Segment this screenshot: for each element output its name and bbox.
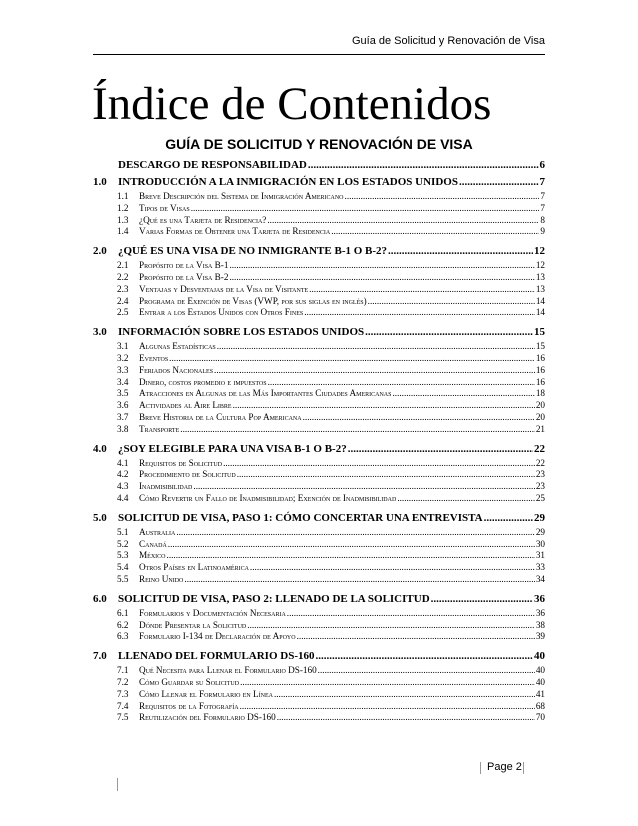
toc-entry-number: 7.3	[117, 688, 129, 699]
toc-subsection-entry[interactable]	[93, 458, 545, 470]
toc-entry-title: Transporte	[139, 423, 180, 434]
toc-entry-title: Dónde Presentar la Solicitud	[139, 619, 247, 630]
toc-entry-number: 5.3	[117, 550, 129, 561]
toc-subsection-entry[interactable]	[93, 608, 545, 620]
toc-subsection-entry[interactable]	[93, 191, 545, 203]
toc-entry-title: México	[139, 550, 166, 561]
toc-section-entry[interactable]	[93, 441, 545, 458]
toc-dot-leader	[297, 631, 535, 643]
toc-entry-number: 3.0	[93, 326, 107, 339]
toc-entry-number: 3.2	[117, 352, 129, 363]
header-rule	[93, 54, 545, 55]
toc-entry-title: Procedimiento de Solicitud	[139, 469, 236, 480]
toc-entry-number: 4.2	[117, 469, 129, 480]
toc-subsection-entry[interactable]	[93, 469, 545, 481]
toc-subsection-entry[interactable]	[93, 689, 545, 701]
toc-dot-leader	[247, 620, 535, 632]
toc-subsection-entry[interactable]	[93, 341, 545, 353]
toc-entry-page: 9	[540, 226, 545, 237]
toc-section-entry[interactable]	[93, 157, 545, 174]
toc-entry-title: Eventos	[139, 352, 169, 363]
document-subtitle: GUÍA DE SOLICITUD Y RENOVACIÓN DE VISA	[165, 136, 473, 152]
toc-entry-number: 5.2	[117, 538, 129, 549]
toc-entry-page: 25	[535, 492, 545, 503]
toc-entry-page: 12	[534, 245, 545, 258]
page-number: Page 2	[487, 761, 522, 773]
toc-dot-leader	[191, 203, 540, 215]
toc-section-entry[interactable]	[93, 174, 545, 191]
toc-entry-number: 3.5	[117, 388, 129, 399]
toc-entry-page: 15	[534, 326, 545, 339]
toc-entry-number: 7.4	[117, 700, 129, 711]
toc-entry-title: Tipos de Visas	[139, 202, 190, 213]
toc-dot-leader	[267, 215, 539, 227]
toc-dot-leader	[345, 191, 540, 203]
toc-entry-number: 3.4	[117, 376, 129, 387]
toc-subsection-entry[interactable]	[93, 272, 545, 284]
toc-entry-title: Entrar a los Estados Unidos con Otros Fines	[139, 307, 304, 318]
toc-entry-number: 1.1	[117, 191, 129, 201]
toc-entry-number: 3.7	[117, 411, 129, 422]
toc-dot-leader	[274, 689, 535, 701]
toc-subsection-entry[interactable]	[93, 377, 545, 389]
toc-entry-page: 22	[534, 442, 545, 455]
toc-entry-title: Propósito de la Visa B-2	[139, 271, 229, 282]
toc-entry-page: 68	[535, 700, 545, 711]
toc-entry-page: 40	[535, 665, 545, 676]
toc-dot-leader	[277, 712, 535, 724]
toc-subsection-entry[interactable]	[93, 284, 545, 296]
toc-dot-leader	[316, 648, 534, 665]
toc-subsection-entry[interactable]	[93, 562, 545, 574]
toc-subsection-entry[interactable]	[93, 701, 545, 713]
toc-entry-title: Formularios y Documentación Necesaria	[139, 607, 286, 618]
toc-entry-number: 2.4	[117, 295, 129, 306]
toc-entry-title: Cómo Revertir un Fallo de Inadmisibilidad; Exención de Inadmisibilidad	[139, 492, 397, 503]
toc-entry-page: 70	[535, 712, 545, 723]
toc-subsection-entry[interactable]	[93, 481, 545, 493]
toc-dot-leader	[388, 243, 533, 260]
toc-dot-leader	[287, 608, 535, 620]
toc-entry-title: ¿Qué es una Tarjeta de Residencia?	[139, 214, 267, 225]
toc-subsection-entry[interactable]	[93, 353, 545, 365]
toc-entry-title: Programa de Exención de Visas (VWP, por sus siglas en inglés)	[139, 295, 367, 306]
toc-subsection-entry[interactable]	[93, 631, 545, 643]
toc-subsection-entry[interactable]	[93, 226, 545, 238]
toc-dot-leader	[169, 353, 535, 365]
toc-entry-number: 1.0	[93, 176, 107, 188]
toc-dot-leader	[250, 562, 535, 574]
toc-entry-number: 3.3	[117, 364, 129, 375]
toc-subsection-entry[interactable]	[93, 365, 545, 377]
toc-entry-number: 7.2	[117, 676, 129, 687]
toc-entry-number: 4.1	[117, 457, 129, 468]
toc-entry-page: 40	[534, 650, 545, 663]
toc-entry-page: 41	[535, 688, 545, 699]
toc-entry-number: 4.3	[117, 481, 129, 492]
toc-subsection-entry[interactable]	[93, 527, 545, 539]
toc-entry-title: Cómo Llenar el Formulario en Línea	[139, 688, 273, 699]
toc-entry-number: 6.3	[117, 631, 129, 642]
toc-entry-title: Reino Unido	[139, 573, 184, 584]
toc-subsection-entry[interactable]	[93, 550, 545, 562]
toc-dot-leader	[240, 677, 535, 689]
toc-entry-title: Breve Descripción del Sistema de Inmigración Americano	[139, 191, 344, 201]
toc-dot-leader	[431, 591, 533, 608]
running-header: Guía de Solicitud y Renovación de Visa	[351, 35, 545, 47]
footer-divider-left	[480, 762, 481, 774]
toc-dot-leader	[184, 574, 534, 586]
page-title: Índice de Contenidos	[92, 78, 492, 130]
toc-subsection-entry[interactable]	[93, 296, 545, 308]
toc-entry-page: 38	[535, 619, 545, 630]
toc-subsection-entry[interactable]	[93, 677, 545, 689]
toc-entry-number: 7.0	[93, 650, 107, 663]
toc-dot-leader	[229, 260, 534, 272]
toc-entry-title: Ventajas y Desventajas de la Visa de Visitante	[139, 283, 309, 294]
toc-dot-leader	[331, 226, 539, 238]
toc-entry-page: 20	[535, 411, 545, 422]
toc-entry-number: 6.2	[117, 619, 129, 630]
toc-dot-leader	[217, 341, 535, 353]
toc-dot-leader	[392, 388, 534, 400]
toc-dot-leader	[368, 296, 535, 308]
toc-entry-title: Propósito de la Visa B-1	[139, 260, 229, 271]
toc-entry-title: Requisitos de Solicitud	[139, 457, 223, 468]
toc-subsection-entry[interactable]	[93, 424, 545, 436]
toc-entry-title: ¿QUÉ ES UNA VISA DE NO INMIGRANTE B-1 O B-2?	[118, 245, 388, 258]
toc-section-entry[interactable]	[93, 324, 545, 341]
toc-entry-page: 16	[535, 364, 545, 375]
toc-entry-title: INFORMACIÓN SOBRE LOS ESTADOS UNIDOS	[118, 326, 365, 339]
toc-dot-leader	[303, 412, 535, 424]
toc-entry-page: 13	[535, 271, 545, 282]
toc-entry-title: Algunas Estadísticas	[139, 341, 216, 352]
toc-entry-page: 13	[535, 283, 545, 294]
toc-entry-page: 36	[535, 607, 545, 618]
toc-dot-leader	[304, 307, 535, 319]
toc-entry-title: Breve Historia de la Cultura Pop Americana	[139, 411, 302, 422]
toc-dot-leader	[365, 324, 533, 341]
toc-entry-page: 23	[535, 481, 545, 492]
toc-subsection-entry[interactable]	[93, 203, 545, 215]
toc-entry-title: Formulario I-134 de Declaración de Apoyo	[139, 631, 296, 642]
toc-entry-number: 2.5	[117, 307, 129, 318]
toc-entry-title: Australia	[139, 526, 176, 537]
toc-section-entry[interactable]	[93, 243, 545, 260]
toc-entry-title: SOLICITUD DE VISA, PASO 2: LLENADO DE LA SOLICITUD	[118, 592, 430, 605]
toc-entry-page: 29	[534, 511, 545, 524]
toc-entry-page: 6	[539, 159, 545, 171]
toc-subsection-entry[interactable]	[93, 260, 545, 272]
toc-entry-number: 2.2	[117, 271, 129, 282]
toc-entry-number: 4.4	[117, 492, 129, 503]
toc-entry-page: 20	[535, 400, 545, 411]
toc-subsection-entry[interactable]	[93, 620, 545, 632]
toc-entry-title: Inadmisibilidad	[139, 481, 193, 492]
toc-entry-title: Cómo Guardar su Solicitud	[139, 676, 240, 687]
toc-entry-number: 1.4	[117, 226, 129, 237]
toc-entry-page: 23	[535, 469, 545, 480]
footer-divider-right	[523, 762, 524, 774]
toc-entry-title: Varias Formas de Obtener una Tarjeta de Residencia	[139, 226, 331, 237]
toc-subsection-entry[interactable]	[93, 712, 545, 724]
toc-entry-number: 1.3	[117, 214, 129, 225]
toc-entry-page: 14	[535, 295, 545, 306]
toc-entry-number: 7.5	[117, 712, 129, 723]
toc-entry-page: 34	[535, 573, 545, 584]
toc-entry-number: 2.1	[117, 260, 129, 271]
toc-entry-page: 33	[535, 562, 545, 573]
toc-dot-leader	[309, 284, 535, 296]
toc-entry-title: Reutilización del Formulario DS-160	[139, 712, 276, 723]
toc-entry-title: Atracciones en Algunas de las Más Importantes Ciudades Americanas	[139, 388, 392, 399]
toc-subsection-entry[interactable]	[93, 388, 545, 400]
toc-subsection-entry[interactable]	[93, 493, 545, 505]
toc-entry-number: 2.3	[117, 283, 129, 294]
toc-dot-leader	[459, 174, 539, 191]
toc-entry-title: Canadá	[139, 538, 167, 549]
toc-dot-leader	[167, 550, 535, 562]
toc-entry-number: 5.0	[93, 511, 107, 524]
toc-dot-leader	[348, 441, 533, 458]
toc-entry-page: 7	[540, 191, 545, 201]
toc-subsection-entry[interactable]	[93, 665, 545, 677]
toc-entry-page: 16	[535, 376, 545, 387]
footer-margin-mark	[117, 778, 118, 791]
toc-dot-leader	[168, 539, 535, 551]
toc-subsection-entry[interactable]	[93, 412, 545, 424]
toc-entry-number: 7.1	[117, 665, 129, 676]
toc-entry-title: Feriados Nacionales	[139, 364, 214, 375]
toc-dot-leader	[193, 481, 534, 493]
toc-dot-leader	[176, 527, 535, 539]
toc-entry-number: 6.0	[93, 592, 107, 605]
toc-entry-number: 1.2	[117, 202, 129, 213]
toc-dot-leader	[237, 469, 535, 481]
toc-entry-page: 7	[540, 202, 545, 213]
toc-entry-title: Requisitos de la Fotografía	[139, 700, 239, 711]
toc-entry-title: Qué Necesita para Llenar el Formulario DS-160	[139, 665, 317, 676]
toc-dot-leader	[214, 365, 535, 377]
toc-dot-leader	[397, 493, 535, 505]
toc-entry-page: 29	[535, 526, 545, 537]
toc-section-entry[interactable]	[93, 510, 545, 527]
toc-entry-title: DESCARGO DE RESPONSABILIDAD	[118, 159, 307, 171]
toc-entry-page: 14	[535, 307, 545, 318]
toc-entry-number: 3.1	[117, 341, 129, 352]
toc-entry-page: 39	[535, 631, 545, 642]
toc-entry-number: 3.6	[117, 400, 129, 411]
toc-entry-number: 4.0	[93, 442, 107, 455]
toc-dot-leader	[308, 157, 539, 174]
toc-entry-page: 31	[535, 550, 545, 561]
toc-entry-title: INTRODUCCIÓN A LA INMIGRACIÓN EN LOS ESTADOS UNIDOS	[118, 176, 458, 188]
toc-entry-title: ¿SOY ELEGIBLE PARA UNA VISA B-1 O B-2?	[118, 442, 347, 455]
toc-entry-number: 5.1	[117, 526, 129, 537]
toc-entry-page: 36	[534, 592, 545, 605]
toc-dot-leader	[223, 458, 535, 470]
toc-entry-title: Otros Países en Latinoamérica	[139, 562, 249, 573]
toc-dot-leader	[180, 424, 535, 436]
toc-entry-page: 22	[535, 457, 545, 468]
toc-section-entry[interactable]	[93, 648, 545, 665]
toc-dot-leader	[318, 665, 535, 677]
toc-entry-title: Actividades al Aire Libre	[139, 400, 232, 411]
toc-entry-number: 3.8	[117, 423, 129, 434]
toc-entry-page: 12	[535, 260, 545, 271]
toc-entry-page: 8	[540, 214, 545, 225]
toc-entry-page: 21	[535, 423, 545, 434]
toc-entry-page: 15	[535, 341, 545, 352]
toc-subsection-entry[interactable]	[93, 574, 545, 586]
toc-dot-leader	[233, 400, 535, 412]
table-of-contents	[93, 155, 545, 729]
toc-entry-title: SOLICITUD DE VISA, PASO 1: CÓMO CONCERTAR UNA ENTREVISTA	[118, 511, 483, 524]
toc-entry-page: 40	[535, 676, 545, 687]
toc-entry-number: 2.0	[93, 245, 107, 258]
toc-entry-number: 5.4	[117, 562, 129, 573]
toc-entry-page: 16	[535, 352, 545, 363]
toc-entry-title: Dinero, costos promedio e impuestos	[139, 376, 267, 387]
toc-subsection-entry[interactable]	[93, 215, 545, 227]
toc-entry-number: 6.1	[117, 607, 129, 618]
toc-dot-leader	[268, 377, 535, 389]
toc-entry-number: 5.5	[117, 573, 129, 584]
toc-entry-title: LLENADO DEL FORMULARIO DS-160	[118, 650, 315, 663]
toc-subsection-entry[interactable]	[93, 307, 545, 319]
toc-dot-leader	[240, 701, 535, 713]
toc-entry-page: 30	[535, 538, 545, 549]
toc-section-entry[interactable]	[93, 591, 545, 608]
toc-dot-leader	[229, 272, 534, 284]
toc-dot-leader	[484, 510, 533, 527]
toc-entry-page: 7	[539, 176, 545, 188]
toc-subsection-entry[interactable]	[93, 539, 545, 551]
toc-subsection-entry[interactable]	[93, 400, 545, 412]
toc-entry-page: 18	[535, 388, 545, 399]
